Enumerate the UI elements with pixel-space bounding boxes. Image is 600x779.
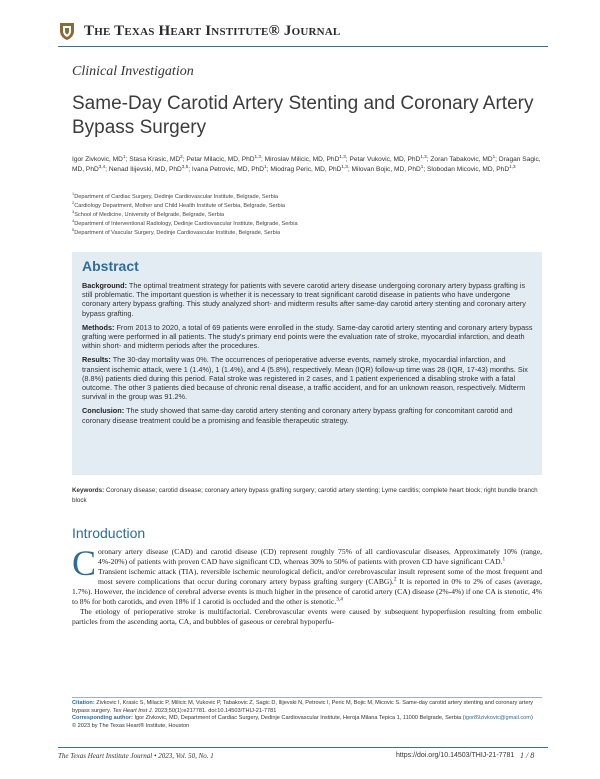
corresponding-author-end: ) [530,715,533,722]
author-list: Igor Zivkovic, $MD^1$; Stasa Krasic, $MD^2$; Petar Milacic, MD, PhD$^{1,3}$; Miroslav Milicic, MD, PhD$^{1,3}$; Petar Vukovic, MD, PhD$^{1,3}$; Zoran Tabakovic, $MD^1$; Dragan Sagic, MD, PhD$^{3,4}$; Nenad Ilijevski, MD, PhD$^{3,5}$; Ivana Petrovic, MD, PhD$^1$; Miodrag Peric, MD, PhD$^{1,3}$; Milovan Bojic, MD, PhD$^1$; Slobodan Micovic, MD, PhD$^{1,3}$ [72,153,541,174]
introduction-body [72,543,542,627]
author-affiliation-marker: 1,3 [420,153,427,159]
affiliation-text: School of Medicine, University of Belgrade, Belgrade, Serbia [74,212,225,219]
abstract-results-text: The 30-day mortality was 0%. The occurrences of perioperative adverse events, namely stroke, myocardial infarction, and transient ischemic attack, were 1 (1.4%), 1 (1.4%), and 4 (5.8%), respectively. Mean (IQR) follow-up time was 28 (IQR, 17-43) months. Six (8.8%) patients died during this period. Fatal stroke was registered in 2 cases, and 1 patient experienced a disabling stroke with a fatal outcome. The other 3 patients died because of chronic renal disease, a traffic accident, and for an unknown reason, respectively. Midterm survival in the group was 91.2%. [82,355,528,402]
affiliation-item [72,193,542,202]
keywords-text: Coronary disease; carotid disease; coronary artery bypass grafting surgery; carotid artery stenting; Lyme carditis; complete heart block; right bundle branch block [72,487,538,504]
author-name: Slobodan Micovic, MD, PhD [427,166,510,174]
citation-ref: 2023;50(1):e217781. doi:10.14503/THIJ-21-7781 [154,707,277,714]
author-name: Igor Zivkovic, MD [72,156,123,163]
abstract-methods [82,323,534,351]
author-affiliation-marker: 1,3 [254,153,261,159]
copyright-line: © 2023 by The Texas Heart® Institute, Houston [72,722,190,729]
author-name: Milovan Bojic, MD, PhD [351,166,421,174]
author-affiliation-marker: 1 [264,164,267,170]
corresponding-author-label: Corresponding author: [72,715,133,722]
affiliation-number: 3 [72,209,75,215]
affiliation-text: Department of Interventional Radiology, Dedinje Cardiovascular Institute, Belgrade, Serbia [74,221,298,228]
footer-divider [58,747,548,748]
affiliation-number: 2 [72,200,75,206]
citation-text: Zivkovic I, Krasic S, Milacic P, Milicic M, Vukovic P, Tabakovic Z, Sagic D, Ilijevski N, Petrovic I, Peric M, Bojic M, Micovic S. Same-day carotid artery stenting and coronary artery bypass surgery. [72,700,534,714]
corresponding-author-email-link[interactable]: igor89zivkovic@gmail.com [464,715,531,722]
author-affiliation-marker: 1,3 [509,164,516,170]
abstract-results-label: Results: [82,355,111,365]
article-title: Same-Day Carotid Artery Stenting and Coronary Artery Bypass Surgery [72,93,534,138]
reference-marker[interactable]: 1 [502,556,506,563]
journal-name: The Texas Heart Institute® Journal [84,22,341,39]
abstract-methods-label: Methods: [82,322,115,332]
keywords [72,486,542,506]
abstract-body [82,281,534,430]
author-affiliation-marker: 1,3 [341,164,348,170]
abstract-conclusion-text: The study showed that same-day carotid artery stenting and coronary artery bypass grafting for concomitant carotid and coronary disease treatment could be a promising and feasible therapeutic strategy. [82,406,513,425]
author-name: Petar Vukovic, MD, PhD [349,156,421,163]
affiliation-text: Department of Vascular Surgery, Dedinje Cardiovascular Institute, Belgrade, Serbia [74,230,281,237]
header-divider [58,46,548,47]
author-name: Nenad Ilijevski, MD, PhD [108,166,182,174]
intro-paragraph-3 [72,607,542,627]
texas-heart-logo-icon [58,21,76,41]
abstract-background [82,281,534,318]
intro-paragraph-2 [72,567,542,607]
footer-doi-link[interactable]: https://doi.org/10.14503/THIJ-21-7781 [396,752,515,759]
reference-marker[interactable]: 3,4 [336,596,343,603]
author-affiliation-marker: 1 [122,153,126,159]
abstract-background-text: The optimal treatment strategy for patients with severe carotid artery disease undergoing coronary artery bypass grafting is still problematic. The important question is whether it is necessary to treat significant carotid disease in patients who have undergone coronary artery bypass grafting. This study analyzed short- and midterm results after same-day carotid artery stenting and coronary artery bypass grafting. [82,281,526,318]
intro-p3-text: The etiology of perioperative stroke is multifactorial. Cerebrovascular events were caused by subsequent hypoperfusion resulting from embolic particles from the ascending aorta, CA, and bubbles of gaseous or cerebral hypoperfu- [72,607,542,626]
keywords-label: Keywords: [72,487,105,494]
author-affiliation-marker: 3,5 [181,164,189,170]
author-affiliation-marker: 1 [420,164,424,170]
drop-cap: C [72,543,97,583]
abstract-methods-text: From 2013 to 2020, a total of 69 patients were enrolled in the study. Same-day carotid artery stenting and coronary artery bypass grafting were performed in all patients. The study's primary end points were the evaluation rate of stroke, myocardial infarction, and death within short- and midterm periods after the procedures. [82,322,533,351]
abstract-conclusion-label: Conclusion: [82,406,125,416]
author-name: Petar Milacic, MD, PhD [186,156,255,163]
author-name: Zoran Tabakovic, MD [430,156,493,163]
abstract-background-label: Background: [82,281,127,290]
affiliation-item [72,211,542,220]
citation-line [72,700,542,715]
affiliation-number: 4 [72,218,75,224]
author-affiliation-marker: 1 [492,153,496,159]
affiliation-number: 5 [72,227,75,233]
intro-p2-text: Transient ischemic attack (TIA), reversible ischemic neurological deficit, and/or cerebrovascular insult represent some of the most frequent and most severe complications that occur during coronary artery bypass grafting surgery (CABG). [98,567,542,586]
citation-block [72,700,542,730]
author-name: Ivana Petrovic, MD, PhD [191,166,265,174]
author-name: Stasa Krasic, MD [129,156,181,163]
author-name: Dragan Sagic, MD, PhD [72,156,541,174]
citation-label: Citation: [72,700,95,706]
corresponding-author-text: Igor Zivkovic, MD, Department of Cardiac Surgery, Dedinje Cardiovascular Institute, Heroja Milana Tepica 1, 11000 Belgrade, Serbia ( [134,715,465,722]
affiliation-item [72,229,542,238]
abstract-results [82,355,534,401]
author-name: Miroslav Milicic, MD, PhD [264,156,340,163]
author-affiliation-marker: 2 [180,153,183,159]
author-affiliation-marker: 1,3 [339,153,346,159]
affiliation-number: 1 [72,191,75,197]
affiliation-item [72,220,542,229]
reference-marker[interactable]: 2 [393,576,397,583]
introduction-heading: Introduction [72,525,146,541]
author-name: Miodrag Peric, MD, PhD [270,166,342,174]
intro-p2b-text: It is reported in 0% to 2% of cases (average, 1.7%). However, the incidence of cerebral adverse events is much higher in the presence of carotid artery (CA) disease (2%-4%) if one CA is stenotic, 4% to 8% for both carotids, and even 18% if 1 carotid is occluded and the other is stenotic. [72,577,542,606]
author-affiliation-marker: 3,4 [98,164,106,170]
abstract-heading: Abstract [82,258,139,274]
journal-header [58,20,548,42]
citation-divider [72,697,542,698]
affiliation-text: Department of Cardiac Surgery, Dedinje Cardiovascular Institute, Belgrade, Serbia [74,194,279,200]
abstract-conclusion [82,406,534,424]
corresponding-author-line [72,715,542,723]
page-number: 1 / 8 [520,751,535,760]
section-label: Clinical Investigation [72,64,194,79]
intro-p1-text: oronary artery disease (CAD) and carotid disease (CD) represent roughly 75% of all cardiovascular diseases. Approximately 10% (range, 4%-20%) of patients with proven CAD have significant CD, whereas 30% to 50% of patients with proven CD have significant CAD. [98,547,542,566]
footer-journal-info: The Texas Heart Institute Journal • 2023, Vol. 50, No. 1 [58,752,214,760]
affiliation-text: Cardiology Department, Mother and Child Health Institute of Serbia, Belgrade, Serbia [74,203,285,210]
affiliation-list [72,193,542,238]
affiliation-item [72,202,542,211]
citation-journal: Tex Heart Inst J. [112,707,154,714]
